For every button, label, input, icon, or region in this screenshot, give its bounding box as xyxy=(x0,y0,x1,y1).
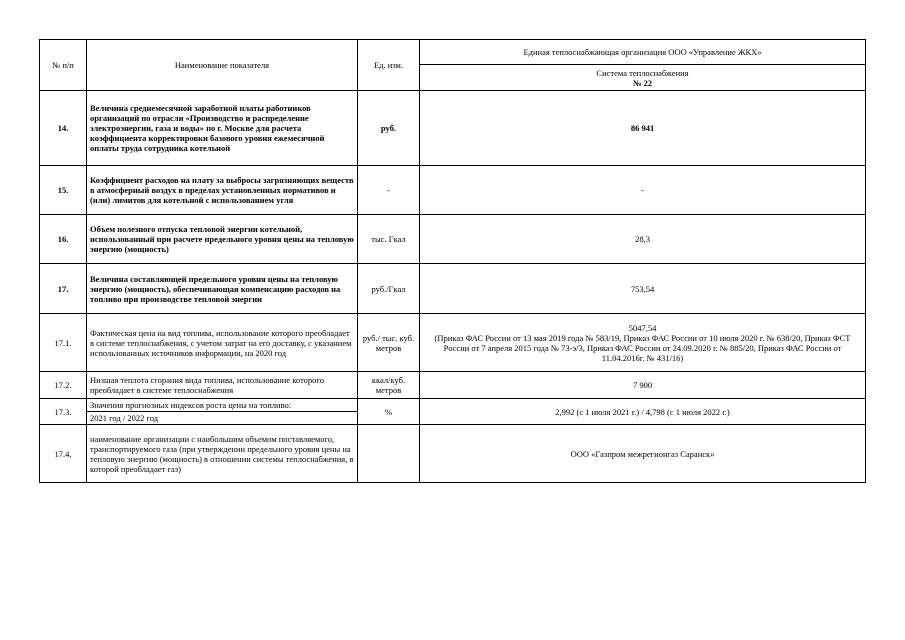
table-row xyxy=(40,166,866,215)
table-row xyxy=(40,215,866,264)
fuel-price-sources: (Приказ ФАС России от 13 мая 2019 года № 583/19, Приказ ФАС России от 10 июля 2020 г. № 638/20, Приказ ФСТ России от 7 апреля 2015 года № 73-э/3, Приказ ФАС России от 24.09.2020 г. № 885/20, Приказ ФАС России от 11.04.2016г. № 431/16) xyxy=(434,332,851,363)
row-num: 15. xyxy=(40,166,87,215)
row-value: 2,992 (с 1 июля 2021 г.) / 4,798 (с 1 июля 2022 г.) xyxy=(420,399,866,425)
row-unit: тыс. Гкал xyxy=(358,215,420,264)
row-name: Низшая теплота сгорания вида топлива, использование которого преобладает в системе теплоснабжения xyxy=(87,372,358,399)
row-num: 17.4. xyxy=(40,425,87,483)
row-unit: ккал/куб. метров xyxy=(358,372,420,399)
header-unit: Ед. изм. xyxy=(358,40,420,91)
indicators-table xyxy=(39,39,866,483)
header-system-label: Система теплоснабжения xyxy=(596,67,689,78)
row-num: 17.2. xyxy=(40,372,87,399)
row-unit: руб./ тыс. куб. метров xyxy=(358,314,420,372)
row-unit xyxy=(358,425,420,483)
table-row xyxy=(40,264,866,314)
row-num: 17.1. xyxy=(40,314,87,372)
table-row xyxy=(40,372,866,399)
row-unit: руб. xyxy=(358,91,420,166)
row-name: Значения прогнозных индексов роста цены на топливо: xyxy=(87,399,358,412)
row-name: Величина составляющей предельного уровня цены на тепловую энергию (мощность), обеспечивающая компенсацию расходов на топливо при производстве тепловой энергии xyxy=(87,264,358,314)
row-name: Фактическая цена на вид топлива, использование которого преобладает в системе теплоснабжения, с учетом затрат на его доставку, с указанием использованных источников информации, на 2020 год xyxy=(87,314,358,372)
row-value xyxy=(420,314,866,372)
header-num: № п/п xyxy=(40,40,87,91)
row-value: 7 900 xyxy=(420,372,866,399)
table-row xyxy=(40,399,866,412)
row-value: 753,54 xyxy=(420,264,866,314)
header-system-number: № 22 xyxy=(632,77,653,88)
row-value: 28,3 xyxy=(420,215,866,264)
row-num: 14. xyxy=(40,91,87,166)
row-name-years: 2021 год / 2022 год xyxy=(87,412,358,425)
row-unit: % xyxy=(358,399,420,425)
row-name: Объем полезного отпуска тепловой энергии котельной, использованный при расчете предельного уровня цены на тепловую энергию (мощность) xyxy=(87,215,358,264)
table-row xyxy=(40,91,866,166)
table-row xyxy=(40,314,866,372)
row-name: Величина среднемесячной заработной платы работников организаций по отрасли «Производство и распределение электроэнергии, газа и воды» по г. Москве для расчета коэффициента корректировки базового уровня ежемесячной оплаты труда сотрудника котельной xyxy=(87,91,358,166)
row-value: 86 941 xyxy=(420,91,866,166)
row-unit: руб./Гкал xyxy=(358,264,420,314)
table-row xyxy=(40,425,866,483)
header-org: Единая теплоснабжающая организация ООО «Управление ЖКХ» xyxy=(420,40,866,65)
row-name: наименование организации с наибольшим объемом поставляемого, транспортируемого газа (при утверждении предельного уровня цены на тепловую энергию (мощность) в отношении системы теплоснабжения, в которой преобладает газ) xyxy=(87,425,358,483)
row-value: - xyxy=(420,166,866,215)
row-value: ООО «Газпром межрегионгаз Саранск» xyxy=(420,425,866,483)
header-row xyxy=(40,40,866,65)
header-name: Наименование показателя xyxy=(87,40,358,91)
header-system xyxy=(420,65,866,91)
row-name: Коэффициент расходов на плату за выбросы загрязняющих веществ в атмосферный воздух в пределах установленных нормативов и (или) лимитов для котельной с использованием угля xyxy=(87,166,358,215)
row-num: 17.3. xyxy=(40,399,87,425)
row-unit: - xyxy=(358,166,420,215)
fuel-price-value: 5047,54 xyxy=(628,322,657,333)
row-num: 17. xyxy=(40,264,87,314)
row-num: 16. xyxy=(40,215,87,264)
